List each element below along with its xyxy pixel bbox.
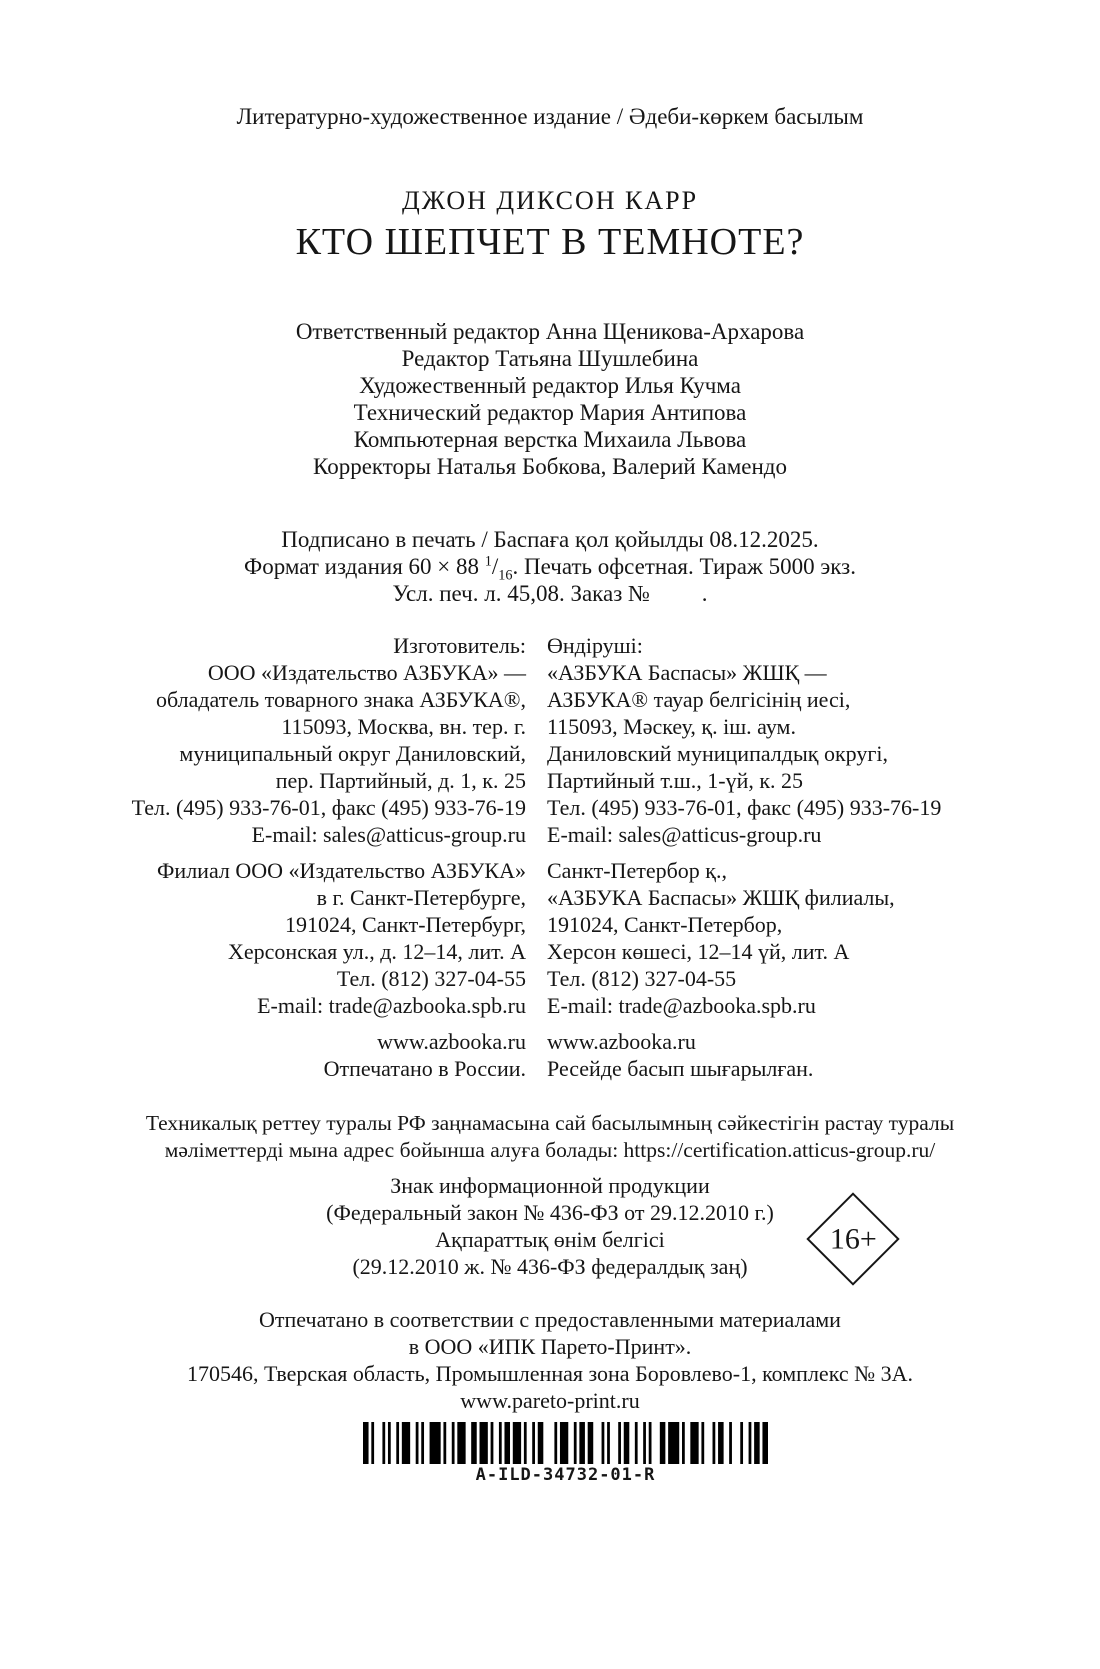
book-title: КТО ШЕПЧЕТ В ТЕМНОТЕ? <box>295 221 805 263</box>
format-line <box>0 553 1100 584</box>
age-rating-label: 16+ <box>829 1221 877 1255</box>
manufacturer-column-russian <box>90 632 526 1091</box>
printed-by-block: Отпечатано в соответствии с предоставленными материалами в ООО «ИПК Парето-Принт». 170546, Тверская область, Промышленная зона Боровлево-1, комплекс № 3А. www.pareto-print.ru <box>187 1307 913 1413</box>
fraction-denominator: 16 <box>498 567 513 584</box>
book-author: ДЖОН ДИКСОН КАРР <box>401 186 699 215</box>
print-run-info <box>0 526 1100 607</box>
branch-kk-block: Санкт-Петербор қ., «АЗБУКА Баспасы» ЖШҚ филиалы, 191024, Санкт-Петербор, Херсон көшесі, 12–14 үй, лит. А Тел. (812) 327-04-55 E-mail: trade@azbooka.spb.ru <box>547 858 895 1018</box>
staff-credits: Ответственный редактор Анна Щеникова-Архарова Редактор Татьяна Шушлебина Художественный редактор Илья Кучма Технический редактор Мария Антипова Компьютерная верстка Михаила Львова Корректоры Наталья Бобкова, Валерий Камендо <box>295 319 805 479</box>
barcode <box>363 1422 768 1485</box>
edition-type-line: Литературно-художественное издание / Әдеби-көркем басылым <box>236 104 864 129</box>
manufacturer-ru-block: Изготовитель: ООО «Издательство АЗБУКА» — обладатель товарного знака АЗБУКА®, 115093, Москва, вн. тер. г. муниципальный округ Даниловский, пер. Партийный, д. 1, к. 25 Тел. (495) 933-76-01, факс (495) 933-76-19 E-mail: sales@atticus-group.ru <box>131 633 526 847</box>
fraction-slash: / <box>491 554 499 579</box>
manufacturer-column-kazakh <box>547 632 977 1091</box>
website-ru-block: www.azbooka.ru Отпечатано в России. <box>323 1029 526 1081</box>
barcode-caption: A-ILD-34732-01-R <box>475 1465 656 1485</box>
certification-note: Техникалық реттеу туралы РФ заңнамасына сай басылымның сәйкестігін растау туралы мәліметтерді мына адрес бойынша алуға болады: https://certification.atticus-group.ru/ <box>145 1111 955 1162</box>
manufacturer-kk-block: Өндіруші: «АЗБУКА Баспасы» ЖШҚ — АЗБУКА® тауар белгісінің иесі, 115093, Мәскеу, қ. іш. аум. Даниловский муниципалдық округі, Партийный т.ш., 1-үй, к. 25 Тел. (495) 933-76-01, факс (495) 933-76-19 E-mail: sales@atticus-group.ru <box>547 633 942 847</box>
branch-ru-block: Филиал ООО «Издательство АЗБУКА» в г. Санкт-Петербурге, 191024, Санкт-Петербург, Херсонская ул., д. 12–14, лит. А Тел. (812) 327-04-55 E-mail: trade@azbooka.spb.ru <box>157 858 526 1018</box>
barcode-image <box>363 1422 768 1464</box>
fraction-numerator: 1 <box>484 553 492 570</box>
information-product-sign: Знак информационной продукции (Федеральный закон № 436-ФЗ от 29.12.2010 г.) Ақпараттық өнім белгісі (29.12.2010 ж. № 436-ФЗ федералдық заң) <box>326 1173 774 1279</box>
signed-to-print-line: Подписано в печать / Баспаға қол қойылды 08.12.2025. <box>281 527 819 552</box>
format-suffix: . Печать офсетная. Тираж 5000 экз. <box>512 554 856 579</box>
website-kk-block: www.azbooka.ru Ресейде басып шығарылған. <box>547 1029 814 1081</box>
format-prefix: Формат издания 60 × 88 <box>244 554 485 579</box>
order-number-line: Усл. печ. л. 45,08. Заказ № . <box>392 581 708 606</box>
